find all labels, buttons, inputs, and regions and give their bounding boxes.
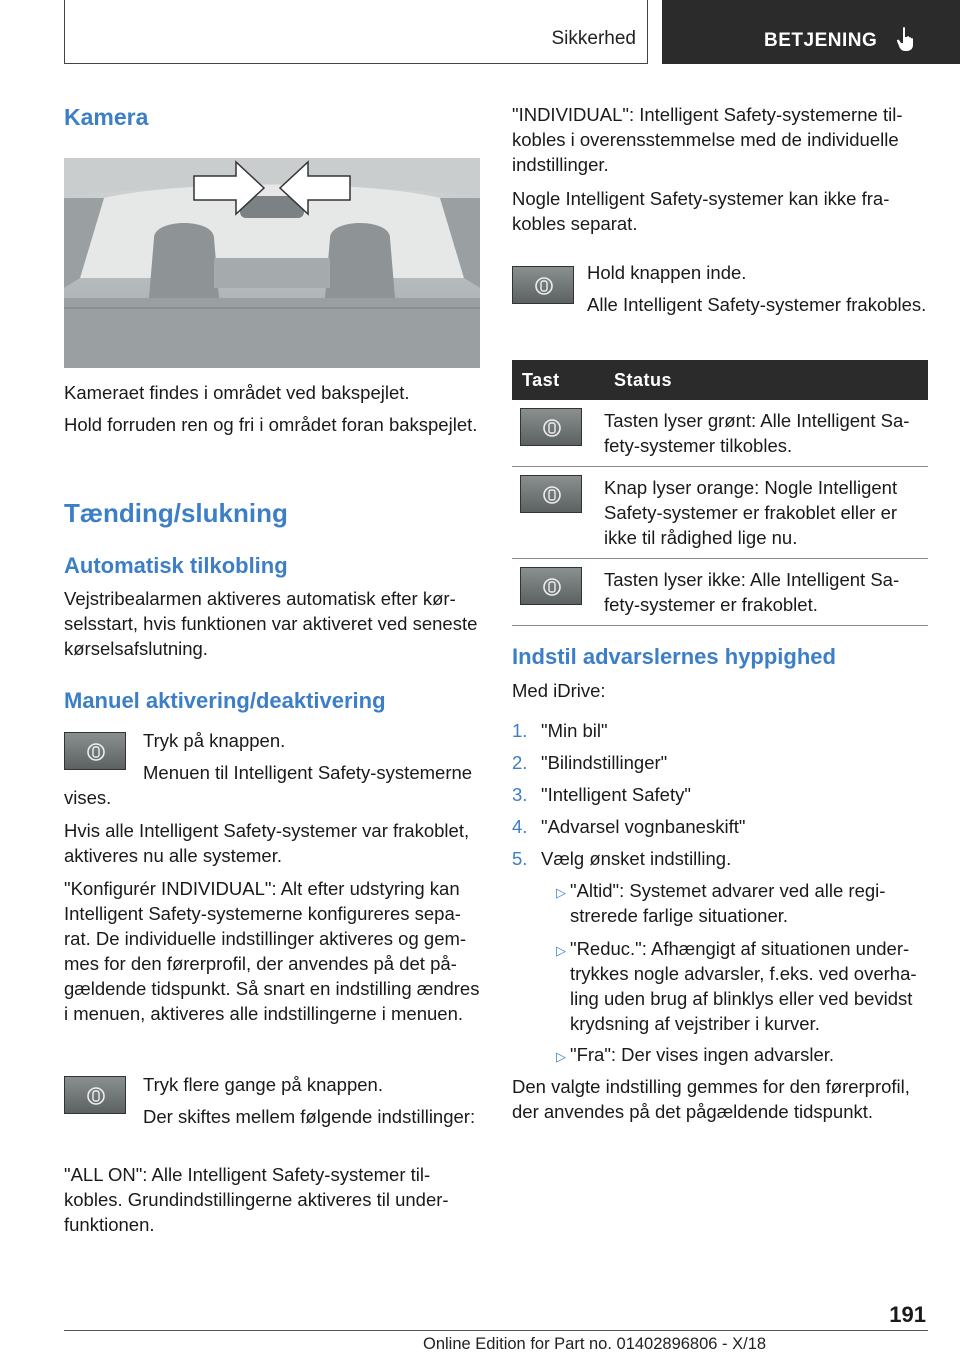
- pointing-hand-icon: [896, 26, 918, 57]
- all-on-text: "ALL ON": Alle Intelligent Safety-systemer tilkobles. Grundindstillingerne aktiveres til underfunktionen.: [64, 1164, 449, 1235]
- button-status-table: [512, 360, 928, 626]
- header-section-title: Sikkerhed: [551, 28, 636, 49]
- step-text: "Advarsel vognbaneskift": [541, 816, 746, 837]
- step-number: 1.: [512, 720, 528, 741]
- step-number: 5.: [512, 848, 528, 869]
- table-header-row: [512, 360, 928, 400]
- option-altid-text: "Altid": Systemet advarer ved alle registrerede farlige situationer.: [570, 880, 886, 926]
- setting-saved-text: Den valgte indstilling gemmes for den førerprofil, der anvendes på det pågældende tidspunkt.: [512, 1076, 910, 1122]
- bullet-arrow-icon: ▷: [556, 1049, 566, 1064]
- footer-divider: [64, 1330, 928, 1331]
- camera-location-text: Kameraet findes i området ved bakspejlet.: [64, 382, 410, 403]
- ignition-heading: Tænding/slukning: [64, 498, 288, 528]
- menu-shown-text: Menuen til Intelligent Safety-systemerne vises.: [64, 762, 473, 808]
- table-cell-status: Tasten lyser ikke: Alle Intelligent Safety-systemer er frakoblet.: [604, 559, 928, 626]
- bullet-arrow-icon: ▷: [556, 885, 566, 900]
- table-cell-status: Knap lyser orange: Nogle Intelligent Safety-systemer er frakoblet eller er ikke til rådighed lige nu.: [604, 467, 928, 559]
- header-chapter-tab: [662, 0, 960, 64]
- option-fra-text: "Fra": Der vises ingen advarsler.: [570, 1044, 835, 1065]
- step-text: Vælg ønsket indstilling.: [541, 848, 732, 869]
- page-number: 191: [889, 1302, 926, 1327]
- press-repeatedly-text: Tryk flere gange på knappen.: [143, 1074, 383, 1095]
- table-row: [512, 400, 928, 467]
- step-text: "Intelligent Safety": [541, 784, 691, 805]
- individual-text: "INDIVIDUAL": Intelligent Safety-systemerne tilkobles i overensstemmelse med de individuelle indstillinger.: [512, 104, 903, 175]
- camera-clean-text: Hold forruden ren og fri i området foran bakspejlet.: [64, 414, 478, 435]
- camera-heading: Kamera: [64, 104, 149, 130]
- step-number: 4.: [512, 816, 528, 837]
- table-row: [512, 467, 928, 559]
- auto-activation-heading: Automatisk tilkobling: [64, 553, 288, 578]
- table-row: [512, 559, 928, 626]
- rear-window-camera-photo: [64, 158, 480, 368]
- table-header-status: Status: [604, 360, 928, 400]
- step-number: 2.: [512, 752, 528, 773]
- not-separate-text: Nogle Intelligent Safety-systemer kan ikke frakobles separat.: [512, 188, 890, 234]
- table-cell-status: Tasten lyser grønt: Alle Intelligent Safety-systemer tilkobles.: [604, 400, 928, 467]
- intelligent-safety-button-icon: [520, 567, 582, 605]
- step-number: 3.: [512, 784, 528, 805]
- warning-frequency-heading: Indstil advarslernes hyppighed: [512, 644, 836, 669]
- manual-activation-heading: Manuel aktivering/deaktivering: [64, 688, 386, 713]
- intelligent-safety-button-icon: [520, 475, 582, 513]
- auto-activation-text: Vejstribealarmen aktiveres automatisk efter kørselsstart, hvis funktionen var aktiveret ved seneste kørselsafslutning.: [64, 588, 478, 659]
- hold-button-text: Hold knappen inde.: [587, 262, 747, 283]
- step-text: "Min bil": [541, 720, 608, 741]
- bullet-arrow-icon: ▷: [556, 943, 566, 958]
- all-off-activate-text: Hvis alle Intelligent Safety-systemer var frakoblet, aktiveres nu alle systemer.: [64, 820, 470, 866]
- press-button-text: Tryk på knappen.: [143, 730, 286, 751]
- footer-edition: Online Edition for Part no. 01402896806 - X/18: [423, 1335, 767, 1353]
- all-off-text: Alle Intelligent Safety-systemer frakobles.: [587, 294, 927, 315]
- with-idrive-text: Med iDrive:: [512, 680, 606, 701]
- step-text: "Bilindstillinger": [541, 752, 668, 773]
- switches-between-text: Der skiftes mellem følgende indstillinger:: [143, 1106, 476, 1127]
- option-reduc-text: "Reduc.": Afhængigt af situationen undertrykkes nogle advarsler, f.eks. ved overhaling uden brug af blinklys eller ved bevidst krydsning af vejstriber i kurver.: [570, 938, 917, 1034]
- configure-individual-text: "Konfigurér INDIVIDUAL": Alt efter udstyring kan Intelligent Safety-systemerne konfigureres separat. De individuelle indstillinger aktiveres og gemmes for den førerprofil, der anvendes på det pågældende tidspunkt. Så snart en indstilling ændres i menuen, aktiveres alle indstillingerne i menuen.: [64, 878, 480, 1024]
- intelligent-safety-button-icon: [520, 408, 582, 446]
- header-chapter-title: BETJENING: [764, 30, 878, 51]
- table-header-key: Tast: [512, 360, 604, 400]
